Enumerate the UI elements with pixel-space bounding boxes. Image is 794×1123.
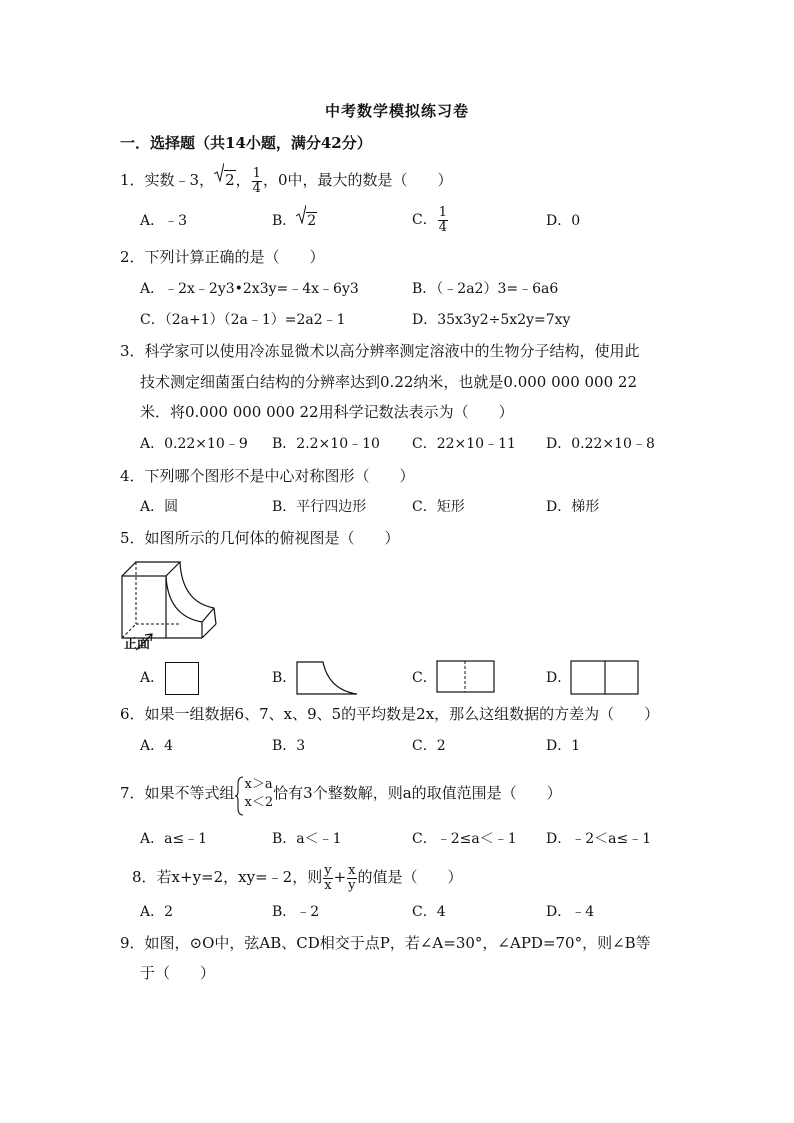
q1-option-b (272, 207, 317, 235)
q3-option-c: C．22×10﹣11 (412, 436, 516, 452)
q1-separator: ， (235, 171, 251, 189)
front-view-label: 正面 (124, 637, 151, 652)
q7-option-b: B．a＜﹣1 (272, 831, 342, 847)
section-heading: 一．选择题（共14小题，满分42分） (120, 134, 372, 152)
q2-option-a: A．﹣2x﹣2y3•2x3y=﹣4x﹣6y3 (140, 281, 359, 297)
question-9-line-1: 9．如图，⊙O中，弦AB、CD相交于点P，若∠A=30°，∠APD=70°，则∠B等 (120, 934, 651, 952)
q1-option-c (412, 205, 449, 235)
fraction-denominator: 4 (438, 219, 447, 235)
fraction-numerator: 1 (252, 165, 261, 181)
fraction-numerator: 1 (438, 204, 447, 220)
inequality-1: x＞a (244, 777, 273, 793)
q5-option-a: A． (140, 670, 165, 686)
sqrt-radicand: 2 (307, 213, 317, 229)
q2-option-b: B．（﹣2a2）3=﹣6a6 (412, 281, 559, 297)
q4-option-b: B．平行四边形 (272, 499, 367, 515)
q5-option-c: C． (412, 670, 437, 686)
question-7-stem (120, 770, 562, 816)
question-9-line-2: 于（ ） (140, 964, 216, 982)
q3-option-a: A．0.22×10﹣9 (140, 436, 248, 452)
inequality-system (235, 776, 274, 811)
question-3-line-1: 3．科学家可以使用冷冻显微术以高分辨率测定溶液中的生物分子结构，使用此 (120, 342, 640, 360)
page-title: 中考数学模拟练习卷 (325, 102, 470, 120)
fraction-one-quarter (438, 206, 448, 234)
q8-option-b: B．﹣2 (272, 904, 320, 920)
q8-option-c: C．4 (412, 904, 446, 920)
question-5-stem: 5．如图所示的几何体的俯视图是（ ） (120, 529, 400, 547)
q2-option-c: C．（2a+1）（2a﹣1）=2a2﹣1 (140, 312, 346, 328)
fraction-y-over-x (323, 864, 332, 892)
question-3-line-3: 米．将0.000 000 000 22用科学记数法表示为（ ） (140, 403, 514, 421)
fraction-numerator: y (324, 862, 332, 878)
q8-text-a: 8．若x+y=2，xy=﹣2，则 (132, 868, 323, 886)
q7-option-a: A．a≤﹣1 (140, 831, 208, 847)
q4-option-d: D．梯形 (546, 499, 600, 515)
q1-option-a: A．﹣3 (140, 213, 188, 229)
fraction-denominator: 4 (252, 180, 261, 196)
option-prefix: B． (272, 213, 297, 229)
q3-option-b: B．2.2×10﹣10 (272, 436, 380, 452)
fraction-denominator: x (324, 877, 332, 893)
fraction-x-over-y (347, 864, 356, 892)
q6-option-c: C．2 (412, 738, 446, 754)
inequality-2: x＜2 (244, 795, 274, 810)
sqrt-2 (214, 165, 236, 195)
q4-option-a: A．圆 (140, 499, 179, 515)
square-top-view-icon (165, 662, 199, 695)
question-3-line-2: 技术测定细菌蛋白结构的分辨率达到0.22纳米，也就是0.000 000 000 22 (140, 373, 637, 391)
question-6-stem: 6．如果一组数据6、7、x、9、5的平均数是2x，那么这组数据的方差为（ ） (120, 705, 660, 723)
question-4-stem: 4．下列哪个图形不是中心对称图形（ ） (120, 467, 415, 485)
plus-sign: + (333, 868, 347, 886)
sqrt-2 (296, 207, 317, 235)
sqrt-radicand: 2 (225, 171, 235, 189)
q7-option-d: D．﹣2＜a≤﹣1 (546, 831, 652, 847)
option-prefix: C． (412, 212, 437, 228)
q6-option-b: B．3 (272, 738, 306, 754)
q2-option-d: D．35x3y2÷5x2y=7xy (412, 312, 571, 328)
q7-text-b: 恰有3个整数解，则a的取值范围是（ ） (273, 784, 562, 802)
q8-option-a: A．2 (140, 904, 174, 920)
q6-option-d: D．1 (546, 738, 581, 754)
q3-option-d: D．0.22×10﹣8 (546, 436, 655, 452)
q5-option-b: B． (272, 670, 297, 686)
dashed-split-rectangle-icon (436, 660, 496, 694)
question-1-stem (120, 165, 452, 195)
fraction-one-quarter (252, 167, 262, 195)
q7-option-c: C．﹣2≤a＜﹣1 (412, 831, 517, 847)
q5-option-d: D． (546, 670, 572, 686)
fraction-denominator: y (348, 877, 356, 893)
curved-top-view-icon (295, 660, 359, 696)
q7-text-a: 7．如果不等式组 (120, 784, 235, 802)
q8-option-d: D．﹣4 (546, 904, 595, 920)
question-8-stem (132, 860, 463, 894)
q1-text-b: ，0中，最大的数是（ ） (262, 171, 453, 189)
q1-text-a: 1．实数﹣3， (120, 171, 215, 189)
q8-text-b: 的值是（ ） (357, 868, 463, 886)
solid-split-rectangle-icon (570, 660, 640, 696)
q1-option-d: D．0 (546, 213, 581, 229)
question-2-stem: 2．下列计算正确的是（ ） (120, 248, 325, 266)
fraction-numerator: x (348, 862, 356, 878)
q6-option-a: A．4 (140, 738, 174, 754)
q4-option-c: C．矩形 (412, 499, 465, 515)
